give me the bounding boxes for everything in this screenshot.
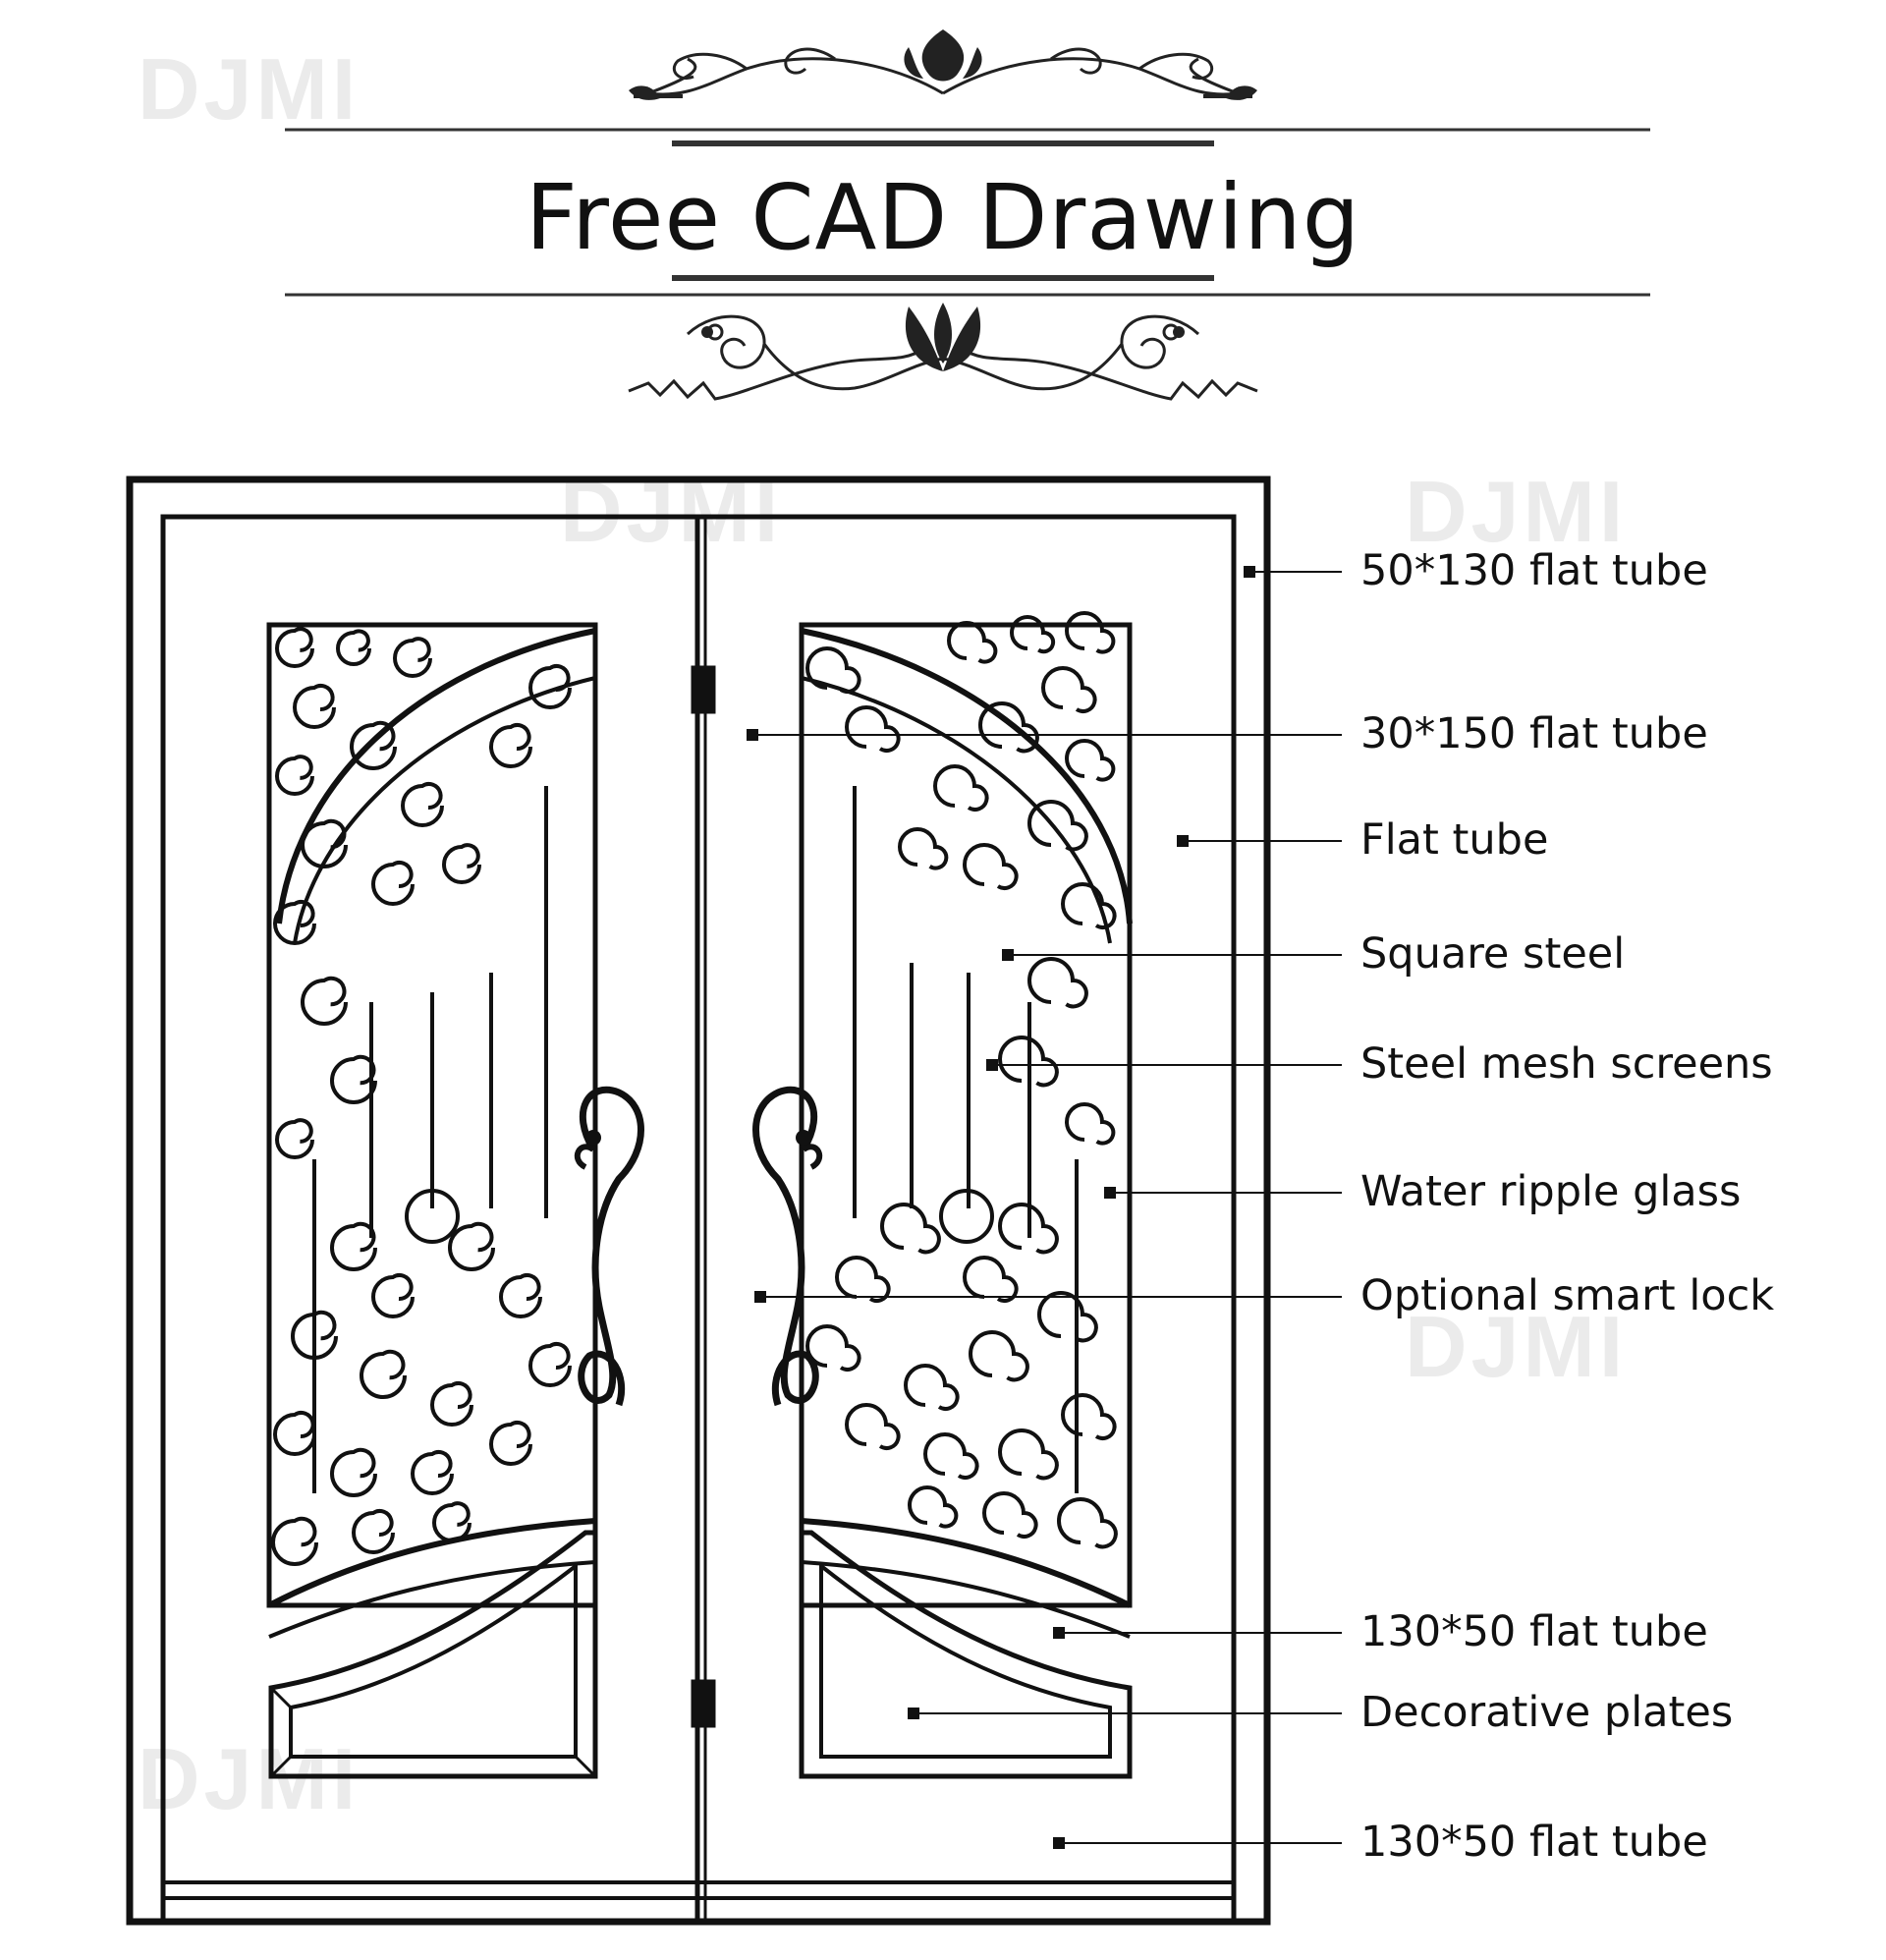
scroll-curl xyxy=(949,623,995,662)
scroll-curl xyxy=(361,1352,405,1397)
watermark-logo: DJMI xyxy=(1405,1298,1628,1395)
scroll-curl xyxy=(444,845,479,882)
scroll-curl xyxy=(1067,613,1113,652)
scroll-curl xyxy=(906,1366,958,1409)
scroll-curl xyxy=(1067,741,1113,780)
callout-marker xyxy=(747,729,758,741)
page-title: Free CAD Drawing xyxy=(525,165,1361,270)
callout-label: Steel mesh screens xyxy=(1360,1039,1773,1089)
callout-label: 30*150 flat tube xyxy=(1360,709,1708,758)
scroll-curl xyxy=(277,629,312,666)
left-decorative-plate xyxy=(271,1533,595,1776)
scroll-curl xyxy=(882,1204,939,1252)
scroll-curl xyxy=(332,1224,375,1269)
watermark-logo: DJMI xyxy=(560,463,783,560)
callout-marker xyxy=(908,1708,919,1719)
callout-label: 50*130 flat tube xyxy=(1360,546,1708,595)
callout-marker xyxy=(1244,566,1255,578)
scroll-curl xyxy=(965,845,1017,888)
callout-marker xyxy=(1053,1837,1065,1849)
scroll-curl xyxy=(965,1258,1017,1301)
scroll-curl xyxy=(332,1450,375,1495)
scroll-curl xyxy=(1067,1104,1113,1144)
scroll-curl xyxy=(847,707,899,751)
scroll-curl xyxy=(354,1511,393,1552)
scroll-curl xyxy=(984,1493,1036,1537)
scroll-curl xyxy=(338,631,369,664)
scroll-curl xyxy=(1043,668,1095,711)
scroll-curl xyxy=(1039,1293,1096,1340)
watermark-logo: DJMI xyxy=(1405,463,1628,560)
hinge-top xyxy=(693,668,713,711)
scroll-curl xyxy=(1000,1430,1057,1478)
scroll-curl xyxy=(530,1344,570,1385)
scroll-curl xyxy=(373,863,413,904)
scroll-curl xyxy=(530,666,570,707)
callout-label: Square steel xyxy=(1360,929,1626,979)
scroll-curl xyxy=(303,979,346,1024)
scroll-curl xyxy=(434,1503,470,1540)
scroll-curl xyxy=(935,766,987,810)
callout-label: 130*50 flat tube xyxy=(1360,1818,1708,1867)
scroll-curl xyxy=(1029,959,1086,1006)
scroll-curl xyxy=(275,1413,314,1454)
scroll-curl xyxy=(277,756,312,794)
scroll-curl xyxy=(925,1434,977,1478)
callout-marker xyxy=(754,1291,766,1303)
callout-label: 130*50 flat tube xyxy=(1360,1607,1708,1656)
watermark-logo: DJMI xyxy=(138,40,361,138)
scroll-curl xyxy=(900,829,946,868)
scroll-curl xyxy=(373,1275,413,1316)
callout-marker xyxy=(1104,1187,1116,1199)
scroll-curl xyxy=(413,1452,452,1493)
scroll-curl xyxy=(1063,1395,1115,1438)
scroll-curl xyxy=(332,1057,375,1102)
callout-marker xyxy=(1002,949,1014,961)
scroll-curl xyxy=(491,725,530,766)
scroll-curl xyxy=(501,1275,540,1316)
scroll-curl xyxy=(450,1224,493,1269)
scroll-curl xyxy=(277,1120,312,1157)
callout-label: Optional smart lock xyxy=(1360,1271,1775,1320)
right-decorative-plate xyxy=(802,1533,1130,1776)
callout-marker xyxy=(1177,835,1189,847)
callout-marker xyxy=(986,1059,998,1071)
watermark-logo: DJMI xyxy=(138,1730,361,1827)
scroll-curl xyxy=(1012,617,1053,651)
scroll-curl xyxy=(491,1423,530,1464)
scroll-curl xyxy=(395,639,430,676)
scroll-curl xyxy=(432,1383,472,1425)
scroll-curl xyxy=(910,1487,956,1527)
callout-label: Water ripple glass xyxy=(1360,1167,1742,1216)
scroll-curl xyxy=(971,1332,1027,1379)
scroll-curl xyxy=(403,784,442,825)
hinge-bottom xyxy=(693,1682,713,1725)
callout-marker xyxy=(1053,1627,1065,1639)
callout-label: Decorative plates xyxy=(1360,1688,1734,1737)
callout-label: Flat tube xyxy=(1360,815,1549,865)
scroll-curl xyxy=(1059,1499,1116,1546)
scroll-curl xyxy=(295,686,334,727)
scroll-curl xyxy=(847,1405,899,1448)
scroll-curl xyxy=(273,1519,316,1564)
scroll-curl xyxy=(837,1258,889,1301)
